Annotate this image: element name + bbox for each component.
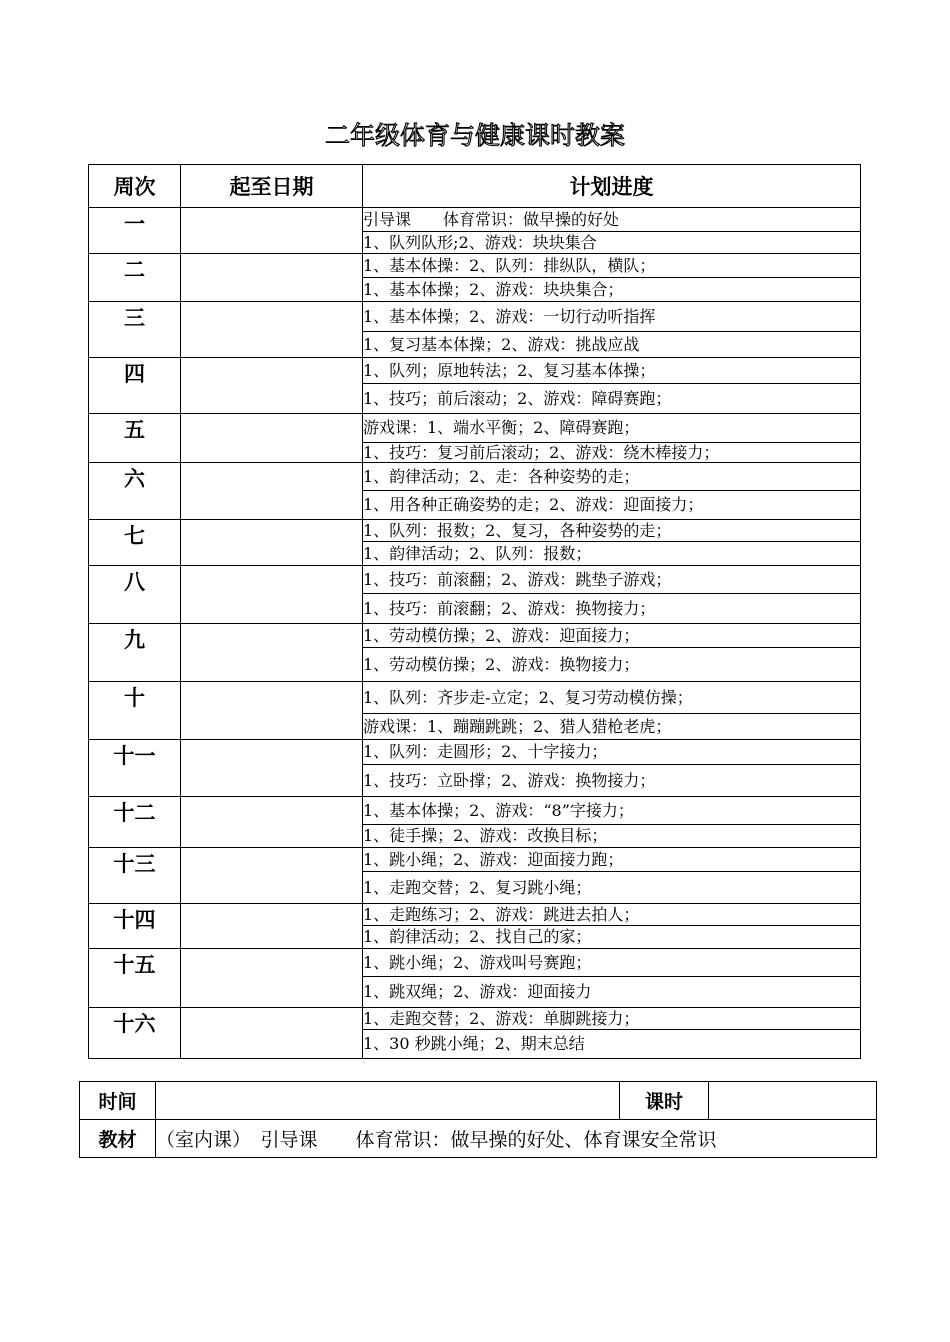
- plan-line: 引导课 体育常识：做早操的好处: [363, 208, 861, 232]
- table-row: [89, 1008, 861, 1030]
- date-range-cell: [181, 414, 363, 463]
- plan-line: 游戏课：1、端水平衡；2、障碍赛跑；: [363, 414, 861, 443]
- table-row: [89, 358, 861, 384]
- week-number: 一: [89, 208, 181, 254]
- table-row: [89, 949, 861, 977]
- week-number: 四: [89, 358, 181, 414]
- table-row: [89, 682, 861, 714]
- week-number: 十二: [89, 797, 181, 848]
- time-label: 时间: [80, 1082, 156, 1120]
- time-value: [156, 1082, 620, 1120]
- plan-line: 1、走跑交替；2、游戏：单脚跳接力；: [363, 1008, 861, 1030]
- plan-line: 1、技巧；前后滚动；2、游戏：障碍赛跑；: [363, 384, 861, 414]
- plan-line: 1、跳小绳；2、游戏：迎面接力跑；: [363, 848, 861, 872]
- week-number: 三: [89, 302, 181, 358]
- plan-line: 1、徒手操；2、游戏：改换目标；: [363, 825, 861, 848]
- plan-line: 1、基本体操：2、队列：排纵队，横队；: [363, 254, 861, 278]
- plan-line: 1、基本体操；2、游戏：块块集合；: [363, 278, 861, 302]
- date-range-cell: [181, 682, 363, 740]
- table-row: [89, 463, 861, 491]
- hours-value: [709, 1082, 877, 1120]
- week-number: 九: [89, 624, 181, 682]
- header-plan: 计划进度: [363, 165, 861, 208]
- week-number: 七: [89, 520, 181, 566]
- plan-line: 1、队列；原地转法；2、复习基本体操；: [363, 358, 861, 384]
- plan-line: 1、技巧：立卧撑；2、游戏：换物接力；: [363, 765, 861, 797]
- plan-line: 1、跳双绳；2、游戏：迎面接力: [363, 977, 861, 1008]
- week-number: 五: [89, 414, 181, 463]
- week-number: 六: [89, 463, 181, 520]
- table-row: [89, 520, 861, 542]
- date-range-cell: [181, 358, 363, 414]
- plan-line: 游戏课：1、蹦蹦跳跳；2、猎人猎枪老虎；: [363, 714, 861, 740]
- page-title: 二年级体育与健康课时教案: [324, 121, 625, 150]
- plan-line: 1、技巧：前滚翻；2、游戏：跳垫子游戏；: [363, 566, 861, 594]
- date-range-cell: [181, 254, 363, 302]
- schedule-table: [88, 164, 861, 1059]
- date-range-cell: [181, 624, 363, 682]
- plan-line: 1、技巧：前滚翻；2、游戏：换物接力；: [363, 594, 861, 624]
- week-number: 十一: [89, 740, 181, 797]
- plan-line: 1、韵律活动；2、找自己的家；: [363, 926, 861, 949]
- table-row: [89, 624, 861, 648]
- plan-line: 1、队列：齐步走-立定；2、复习劳动模仿操；: [363, 682, 861, 714]
- table-row: [89, 302, 861, 332]
- plan-line: 1、用各种正确姿势的走；2、游戏：迎面接力；: [363, 491, 861, 520]
- date-range-cell: [181, 1008, 363, 1059]
- date-range-cell: [181, 520, 363, 566]
- material-value: （室内课） 引导课 体育常识：做早操的好处、体育课安全常识: [156, 1120, 877, 1158]
- week-number: 十三: [89, 848, 181, 904]
- date-range-cell: [181, 848, 363, 904]
- week-number: 十四: [89, 904, 181, 949]
- plan-line: 1、基本体操；2、游戏：一切行动听指挥: [363, 302, 861, 332]
- table-row: [89, 208, 861, 232]
- table-row: [89, 904, 861, 926]
- date-range-cell: [181, 463, 363, 520]
- plan-line: 1、韵律活动；2、走：各种姿势的走；: [363, 463, 861, 491]
- time-row: [80, 1082, 877, 1120]
- date-range-cell: [181, 566, 363, 624]
- plan-line: 1、走跑交替；2、复习跳小绳；: [363, 872, 861, 904]
- hours-label: 课时: [620, 1082, 709, 1120]
- table-row: [89, 797, 861, 825]
- schedule-body: [89, 208, 861, 1059]
- plan-line: 1、队列：走圆形；2、十字接力；: [363, 740, 861, 765]
- header-dates: 起至日期: [181, 165, 363, 208]
- plan-line: 1、队列：报数；2、复习，各种姿势的走；: [363, 520, 861, 542]
- table-row: [89, 566, 861, 594]
- lesson-info-table: [79, 1081, 877, 1158]
- date-range-cell: [181, 302, 363, 358]
- week-number: 十: [89, 682, 181, 740]
- table-header-row: [89, 165, 861, 208]
- table-row: [89, 740, 861, 765]
- header-week: 周次: [89, 165, 181, 208]
- date-range-cell: [181, 904, 363, 949]
- date-range-cell: [181, 797, 363, 848]
- material-row: [80, 1120, 877, 1158]
- plan-line: 1、韵律活动；2、队列：报数；: [363, 542, 861, 566]
- table-row: [89, 414, 861, 443]
- plan-line: 1、走跑练习；2、游戏：跳进去拍人；: [363, 904, 861, 926]
- date-range-cell: [181, 208, 363, 254]
- plan-line: 1、劳动模仿操；2、游戏：迎面接力；: [363, 624, 861, 648]
- date-range-cell: [181, 949, 363, 1008]
- week-number: 十五: [89, 949, 181, 1008]
- material-label: 教材: [80, 1120, 156, 1158]
- plan-line: 1、跳小绳；2、游戏叫号赛跑；: [363, 949, 861, 977]
- week-number: 八: [89, 566, 181, 624]
- plan-line: 1、队列队形;2、游戏：块块集合: [363, 232, 861, 254]
- date-range-cell: [181, 740, 363, 797]
- plan-line: 1、基本体操；2、游戏：“8”字接力；: [363, 797, 861, 825]
- plan-line: 1、30 秒跳小绳；2、期末总结: [363, 1030, 861, 1059]
- week-number: 十六: [89, 1008, 181, 1059]
- plan-line: 1、劳动模仿操；2、游戏：换物接力；: [363, 648, 861, 682]
- table-row: [89, 848, 861, 872]
- plan-line: 1、技巧：复习前后滚动；2、游戏：绕木棒接力；: [363, 443, 861, 463]
- week-number: 二: [89, 254, 181, 302]
- plan-line: 1、复习基本体操；2、游戏：挑战应战: [363, 332, 861, 358]
- table-row: [89, 254, 861, 278]
